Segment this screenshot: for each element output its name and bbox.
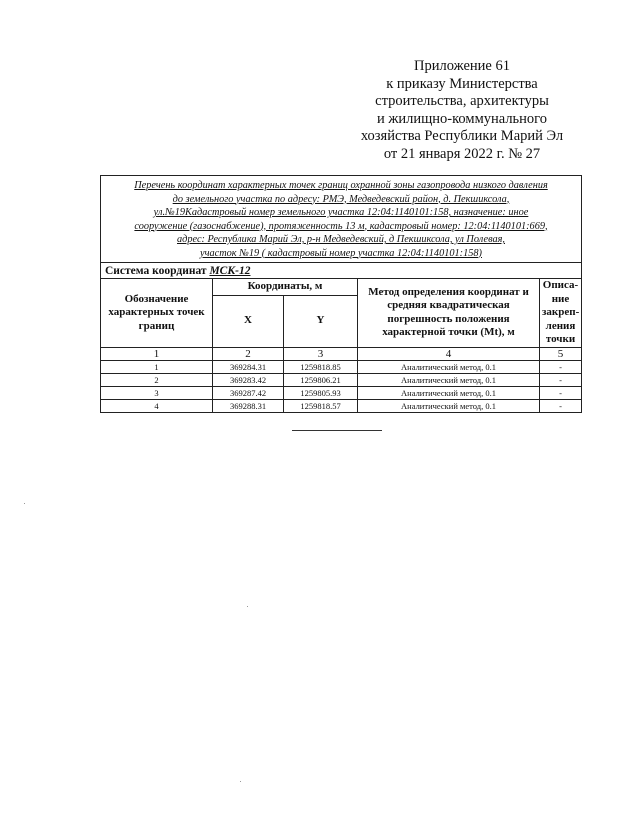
header-line: от 21 января 2022 г. № 27 — [383, 145, 541, 162]
table-row — [101, 373, 582, 386]
cell-x: 369288.31 — [213, 399, 284, 412]
header-x: X — [213, 295, 284, 347]
closing-rule — [292, 430, 382, 431]
cell-method: Аналитический метод, 0.1 — [358, 399, 540, 412]
cell-method: Аналитический метод, 0.1 — [358, 373, 540, 386]
cell-method: Аналитический метод, 0.1 — [358, 386, 540, 399]
cell-desc: - — [540, 399, 582, 412]
header-points: Обозначение характерных точек границ — [101, 279, 213, 348]
cell-y: 1259818.57 — [284, 399, 358, 412]
cell-y: 1259806.21 — [284, 373, 358, 386]
cell-x: 369284.31 — [213, 360, 284, 373]
cell-desc: - — [540, 373, 582, 386]
cell-point: 2 — [101, 373, 213, 386]
appendix-header — [352, 58, 572, 163]
header-desc: Описа-ние закреп-ления точки — [540, 279, 582, 348]
column-number: 1 — [101, 347, 213, 360]
title-line: ул.№19Кадастровый номер земельного участка 12:04:1140101:158, назначение: иное — [153, 207, 529, 218]
header-method: Метод определения координат и средняя квадратическая погрешность положения характерной точки (Mt), м — [358, 279, 540, 348]
column-number: 4 — [358, 347, 540, 360]
cell-x: 369287.42 — [213, 386, 284, 399]
title-line: сооружение (газоснабжение), протяженность 13 м, кадастровый номер: 12:04:1140101:669, — [134, 220, 548, 232]
header-y: Y — [284, 295, 358, 347]
header-line: строительства, архитектуры — [375, 93, 549, 109]
coordinates-table — [100, 175, 582, 413]
scan-speck — [24, 503, 25, 504]
column-numbers-row — [101, 347, 582, 360]
title-line: адрес: Республика Марий Эл, р-н Медведевский, д Пекшиксола, ул Полевая, — [177, 234, 505, 245]
table-title — [101, 176, 582, 263]
header-line: хозяйства Республики Марий Эл — [360, 128, 564, 144]
cell-x: 369283.42 — [213, 373, 284, 386]
scan-speck — [247, 606, 248, 607]
header-line: и жилищно-коммунального — [376, 110, 548, 127]
header-line: к приказу Министерства — [386, 75, 538, 92]
table-row — [101, 399, 582, 412]
title-line: Перечень координат характерных точек границ охранной зоны газопровода низкого давления — [134, 180, 548, 191]
coordinate-system-row — [101, 263, 582, 279]
coordinate-system — [101, 263, 582, 279]
system-label: Система координат — [105, 264, 207, 277]
cell-desc: - — [540, 386, 582, 399]
cell-y: 1259805.93 — [284, 386, 358, 399]
cell-desc: - — [540, 360, 582, 373]
cell-point: 3 — [101, 386, 213, 399]
column-number: 5 — [540, 347, 582, 360]
cell-point: 4 — [101, 399, 213, 412]
header-row — [101, 279, 582, 296]
scan-speck — [240, 781, 241, 782]
header-coords: Координаты, м — [213, 279, 358, 296]
system-value: МСК-12 — [209, 264, 251, 277]
cell-point: 1 — [101, 360, 213, 373]
column-number: 3 — [284, 347, 358, 360]
cell-method: Аналитический метод, 0.1 — [358, 360, 540, 373]
cell-y: 1259818.85 — [284, 360, 358, 373]
table-title-row — [101, 176, 582, 263]
table-row — [101, 360, 582, 373]
table-row — [101, 386, 582, 399]
title-line: участок №19 ( кадастровый номер участка 12:04:1140101:158) — [200, 247, 482, 259]
column-number: 2 — [213, 347, 284, 360]
title-line: до земельного участка по адресу: РМЭ, Медведевский район, д. Пекшиксола, — [172, 193, 510, 205]
header-line: Приложение 61 — [414, 58, 510, 74]
